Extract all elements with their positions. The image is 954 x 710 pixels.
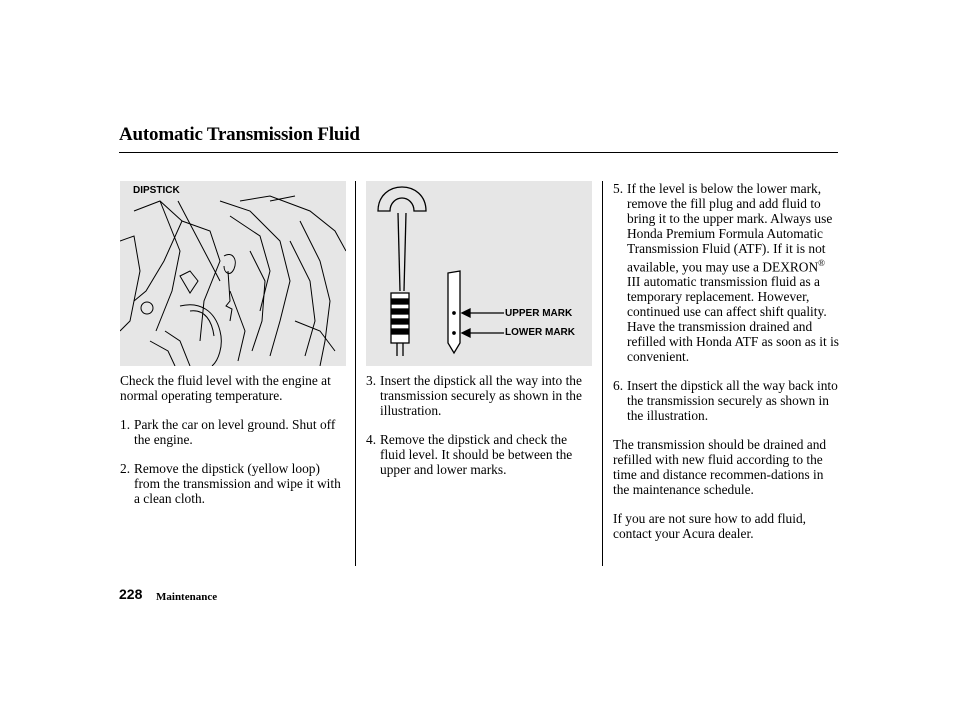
step-number: 5. xyxy=(613,181,624,196)
step-number: 1. xyxy=(120,417,131,432)
column-3 xyxy=(613,181,841,555)
drain-paragraph: The transmission should be drained and refilled with new fluid according to the time and distance recommen-dations in the maintenance schedule. xyxy=(613,437,827,498)
section-name: Maintenance xyxy=(156,591,218,603)
engine-dipstick-figure xyxy=(120,181,346,366)
step-text: Remove the dipstick (yellow loop) from the transmission and wipe it with a clean cloth. xyxy=(134,461,341,506)
column-divider-1 xyxy=(355,181,356,566)
step-text: Insert the dipstick all the way into the transmission securely as shown in the illustration. xyxy=(380,373,582,418)
registered-mark: ® xyxy=(818,258,825,268)
step-3 xyxy=(366,373,594,418)
step-5 xyxy=(613,181,841,364)
column-1 xyxy=(120,373,348,520)
column-2 xyxy=(366,373,594,491)
column-divider-2 xyxy=(602,181,603,566)
dealer-paragraph: If you are not sure how to add fluid, contact your Acura dealer. xyxy=(613,511,807,542)
step-text: Park the car on level ground. Shut off the engine. xyxy=(134,417,336,447)
step-number: 2. xyxy=(120,461,131,476)
page-number: 228 xyxy=(119,586,143,602)
step-4 xyxy=(366,432,594,477)
step-text-part-1: If the level is below the lower mark, remove the fill plug and add fluid to bring it to the upper mark. Always use Honda Premium Formula Automatic Transmission Fluid (ATF). If it is not available, you may use a DEXRON xyxy=(627,181,833,275)
step-number: 6. xyxy=(613,378,624,394)
step-number: 4. xyxy=(366,432,377,447)
step-6 xyxy=(613,378,841,423)
step-1 xyxy=(120,417,348,447)
page-title: Automatic Transmission Fluid xyxy=(119,124,360,145)
step-number: 3. xyxy=(366,373,377,388)
intro-paragraph: Check the fluid level with the engine at normal operating temperature. xyxy=(120,373,331,403)
step-text-part-2: III automatic transmission fluid as a temporary replacement. However, continued use can affect shift quality. Have the transmission drained and refilled with Honda ATF as soon as it is convenient. xyxy=(627,274,839,365)
dipstick-label: DIPSTICK xyxy=(133,185,180,196)
dipstick-marks-figure xyxy=(366,181,592,366)
dipstick-diagram xyxy=(366,181,592,366)
step-2 xyxy=(120,461,348,506)
lower-mark-label: LOWER MARK xyxy=(505,327,575,338)
title-rule xyxy=(119,152,838,153)
engine-bay-illustration xyxy=(120,181,346,366)
step-text: Remove the dipstick and check the fluid level. It should be between the upper and lower marks. xyxy=(380,432,573,477)
step-text: Insert the dipstick all the way back into the transmission securely as shown in the illustration. xyxy=(627,378,838,424)
upper-mark-label: UPPER MARK xyxy=(505,308,573,319)
